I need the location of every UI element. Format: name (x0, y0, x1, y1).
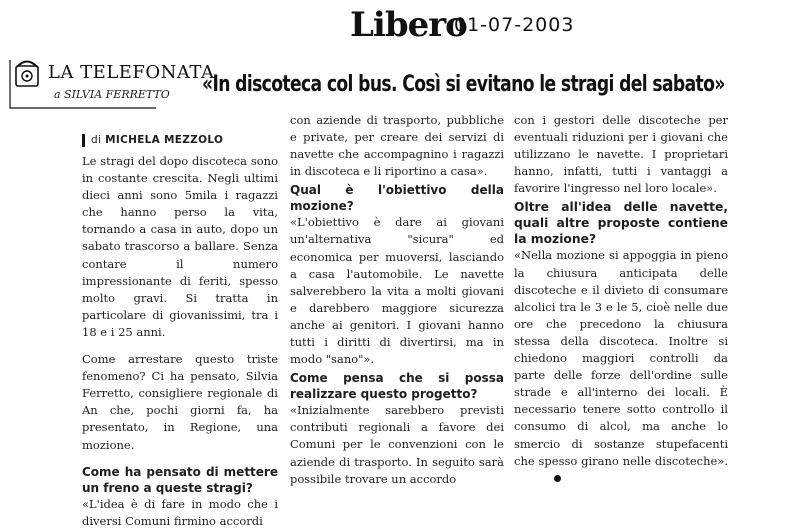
answer-text: «Nella mozione si appoggia in pieno la chiusura anticipata delle discoteche e il divieto di consumare alcolici tra le 3 e le 5, cioè nelle due ore che precedono la chiusura stessa della discoteca. Inoltre si chiedono maggiori controlli da parte delle forze dell'ordine sulle strade e all'interno dei locali. È necessario tenere sotto controllo il consumo di alcol, ma anche lo smercio di sostanze stupefacenti che spesso girano nelle discoteche». (514, 248, 728, 468)
byline-author: MICHELA MEZZOLO (105, 134, 224, 146)
publication-date: 01-07-2003 (454, 14, 575, 36)
interview-question: Come pensa che si possa realizzare questo progetto? (290, 371, 504, 402)
paragraph: Le stragi del dopo discoteca sono in costante crescita. Negli ultimi dieci anni sono 5mila i ragazzi che hanno perso la vita, tornando a casa in auto, dopo un sabato trascorso a ballare. Senza contare il numero impressionante di feriti, spesso molto gravi. Si tratta in particolare di giovanissimi, tra i 18 e i 25 anni. (82, 154, 278, 339)
rubric-author: a SILVIA FERRETTO (54, 88, 170, 101)
column-3 (514, 112, 728, 487)
newspaper-logo: Libero (350, 5, 467, 45)
column-2 (290, 112, 504, 488)
interview-answer: «Inizialmente sarebbero previsti contributi regionali a favore dei Comuni per le convenzioni con le aziende di trasporto. In seguito sarà possibile trovare un accordo (290, 403, 504, 486)
byline (82, 134, 278, 147)
masthead (350, 6, 790, 44)
rubric-title: LA TELEFONATA (48, 62, 215, 83)
paragraph: Come arrestare questo triste fenomeno? Ci ha pensato, Silvia Ferretto, consigliere regionale di An che, pochi giorni fa, ha presentato, in Regione, una mozione. (82, 352, 278, 452)
interview-answer (514, 247, 728, 486)
article-headline: «In discoteca col bus. Così si evitano le stragi del sabato» (202, 72, 725, 97)
interview-question: Oltre all'idea delle navette, quali altre proposte contiene la mozione? (514, 200, 728, 247)
interview-answer: «L'idea è di fare in modo che i diversi Comuni firmino accordi (82, 496, 278, 528)
column-1 (82, 134, 278, 530)
byline-prefix: di (91, 134, 102, 146)
end-of-article-dot (554, 475, 561, 482)
interview-answer: con i gestori delle discoteche per eventuali riduzioni per i giovani che utilizzano le navette. I proprietari hanno, infatti, tutti i vantaggi a favorire l'ingresso nel loro locale». (514, 113, 728, 196)
interview-question: Qual è l'obiettivo della mozione? (290, 183, 504, 214)
rubric-box (6, 56, 215, 116)
interview-answer: con aziende di trasporto, pubbliche e private, per creare dei servizi di navette che accompagnino i ragazzi in discoteca e li riportino a casa». (290, 113, 504, 179)
interview-question: Come ha pensato di mettere un freno a queste stragi? (82, 464, 278, 495)
interview-answer: «L'obiettivo è dare ai giovani un'alternativa "sicura" ed economica per muoversi, lasciando a casa l'automobile. Le navette salverebbero la vita a molti giovani e darebbero maggiore sicurezza anche ai genitori. I giovani hanno tutti i diritti di divertirsi, ma in modo "sano"». (290, 215, 504, 367)
